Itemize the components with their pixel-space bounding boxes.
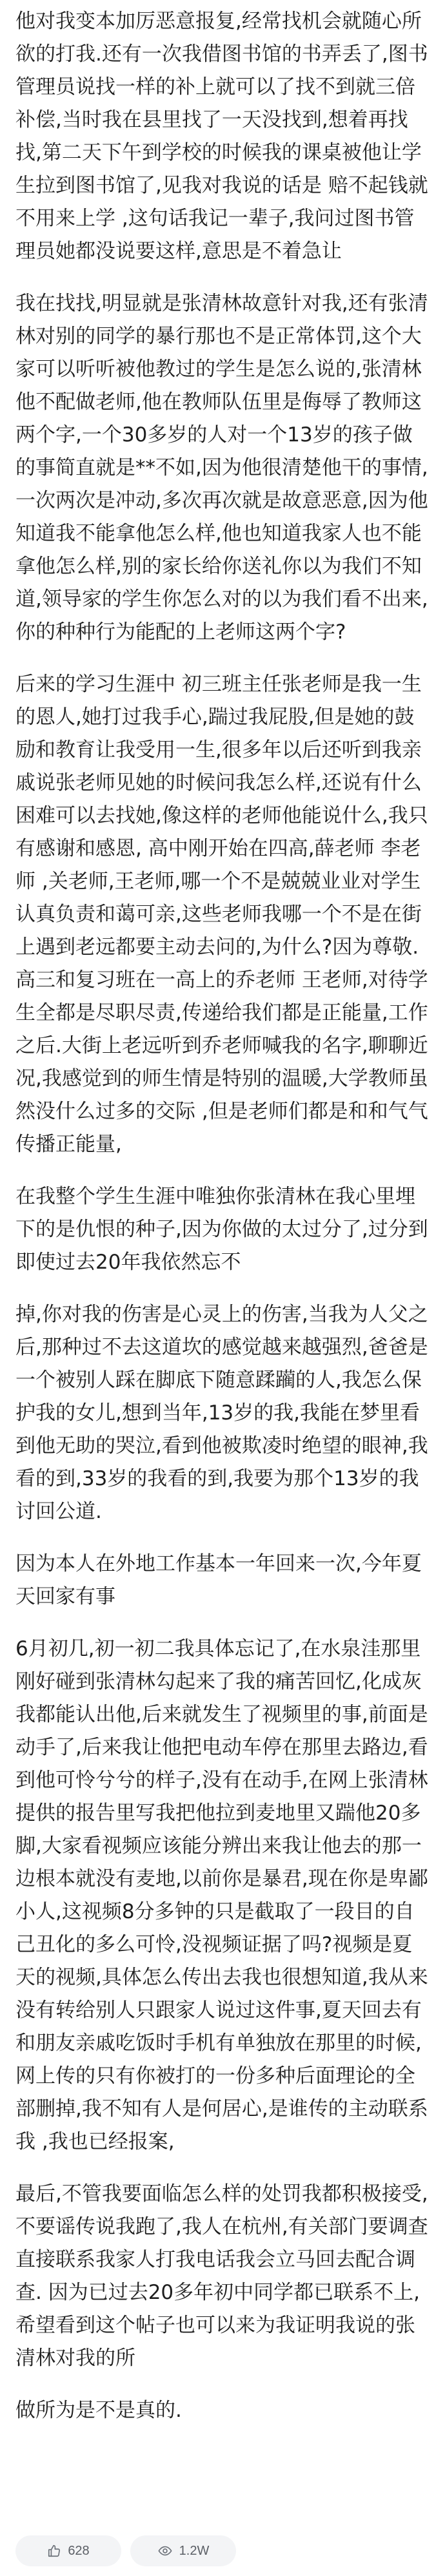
post-paragraph: 他对我变本加厉恶意报复,经常找机会就随心所欲的打我.还有一次我借图书馆的书弄丢了,图书管理员说找一样的补上就可以了找不到就三倍补偿,当时我在县里找了一天没找到,想着再找找,第二天下午到学校的时候我的课桌被他让学生拉到图书馆了,见我对我说的话是 赔不起钱就不用来上学 ,这句话我记一辈子,我问过图书管理员她都没说要这样,意思是不着急让 (15, 10, 428, 263)
post-stats-bar (0, 2526, 445, 2576)
post-paragraph: 掉,你对我的伤害是心灵上的伤害,当我为人父之后,那种过不去这道坎的感觉越来越强烈,爸爸是一个被别人踩在脚底下随意蹂躏的人,我怎么保护我的女儿,想到当年,13岁的我,我能在梦里看到他无助的哭泣,看到他被欺凌时绝望的眼神,我看的到,33岁的我看的到,我要为那个13岁的我讨回公道. (15, 1303, 428, 1523)
view-count-badge (130, 2535, 236, 2566)
post-paragraph: 6月初几,初一初二我具体忘记了,在水泉洼那里刚好碰到张清林勾起来了我的痛苦回忆,化成灰我都能认出他,后来就发生了视频里的事,前面是动手了,后来我让他把电动车停在那里去路边,看到他可怜兮兮的样子,没有在动手,在网上张清林提供的报告里写我把他拉到麦地里又踹他20多脚,大家看视频应该能分辨出来我让他去的那一边根本就没有麦地,以前你是暴君,现在你是卑鄙小人,这视频8分多钟的只是截取了一段目的自己丑化的多么可怜,没视频证据了吗?视频是夏天的视频,具体怎么传出去我也很想知道,我从来没有转给别人只跟家人说过这件事,夏天回去有和朋友亲戚吃饭时手机有单独放在那里的时候,网上传的只有你被打的一份多种后面理论的全部删掉,我不知有人是何居心,是谁传的主动联系我 ,我也已经报案, (15, 1637, 428, 2153)
post-paragraph: 后来的学习生涯中 初三班主任张老师是我一生的恩人,她打过我手心,踹过我屁股,但是她的鼓励和教育让我受用一生,很多年以后还听到我亲戚说张老师见她的时候问我怎么样,还说有什么困难可以去找她,像这样的老师他能说什么,我只有感谢和感恩, 高中刚开始在四高,薛老师 李老师 ,关老师,王老师,哪一个不是兢兢业业对学生认真负责和蔼可亲,这些老师我哪一个不是在街上遇到老远都要主动去问的,为什么?因为尊敬. 高三和复习班在一高上的乔老师 王老师,对待学生全都是尽职尽责,传递给我们都是正能量,工作之后.大街上老远听到乔老师喊我的名字,聊聊近况,我感觉到的师生情是特别的温暖,大学教师虽然没什么过多的交际 ,但是老师们都是和和气气传播正能量, (15, 673, 428, 1156)
post-paragraph: 最后,不管我要面临怎么样的处罚我都积极接受,不要谣传说我跑了,我人在杭州,有关部门要调查直接联系我家人打我电话我会立马回去配合调查. 因为已过去20多年初中同学都已联系不上,希望看到这个帖子也可以来为我证明我说的张清林对我的所 (15, 2182, 428, 2370)
like-button[interactable] (15, 2535, 121, 2566)
post-body (15, 5, 430, 2427)
thumbs-up-icon (47, 2544, 61, 2558)
like-count: 628 (68, 2544, 90, 2558)
post-paragraph: 我在找找,明显就是张清林故意针对我,还有张清林对别的同学的暴行那也不是正常体罚,这个大家可以听听被他教过的学生是怎么说的,张清林他不配做老师,他在教师队伍里是侮辱了教师这两个字,一个30多岁的人对一个13岁的孩子做的事简直就是**不如,因为他很清楚他干的事情,一次两次是冲动,多次再次就是故意恶意,因为他知道我不能拿他怎么样,他也知道我家人也不能拿他怎么样,别的家长给你送礼你以为我们不知道,领导家的学生你怎么对的以为我们看不出来,你的种种行为能配的上老师这两个字? (15, 292, 428, 644)
post-paragraph: 做所为是不是真的. (15, 2399, 182, 2422)
view-count: 1.2W (179, 2544, 210, 2558)
post-paragraph: 在我整个学生生涯中唯独你张清林在我心里埋下的是仇恨的种子,因为你做的太过分了,过分到即使过去20年我依然忘不 (15, 1185, 428, 1274)
post-paragraph: 因为本人在外地工作基本一年回来一次,今年夏天回家有事 (15, 1552, 422, 1608)
eye-icon (157, 2544, 173, 2558)
